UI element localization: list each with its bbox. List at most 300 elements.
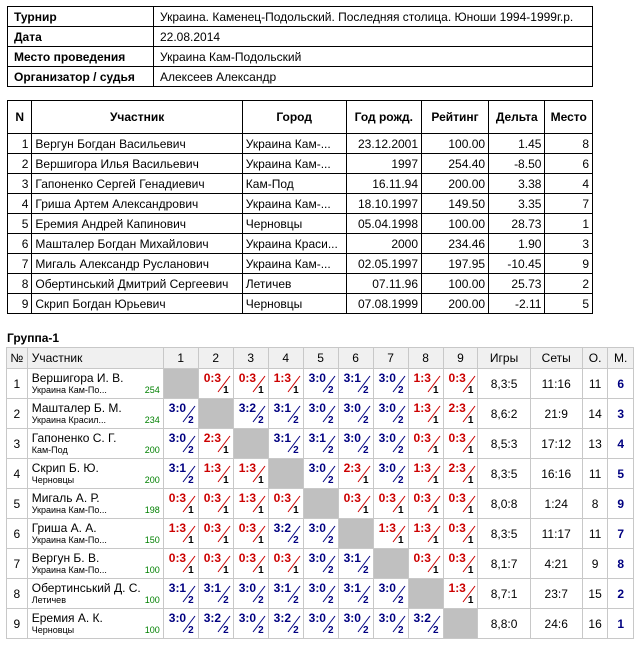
match-cell <box>199 609 233 638</box>
match-score: 3:1 <box>308 431 326 445</box>
match-cell <box>339 369 373 398</box>
row-number: 8 <box>7 579 28 609</box>
match-result[interactable] <box>233 609 268 639</box>
participant-cell: 100.00 <box>422 214 489 234</box>
info-value: Алексеев Александр <box>154 67 593 87</box>
match-result[interactable] <box>198 609 233 639</box>
final-place: 1 <box>608 609 634 639</box>
match-result[interactable] <box>268 579 303 609</box>
match-result[interactable] <box>268 549 303 579</box>
match-cell <box>339 489 373 518</box>
match-cell <box>234 459 268 488</box>
participant-rating: 150 <box>144 534 160 545</box>
match-points: 2 <box>328 475 334 486</box>
match-points: 1 <box>188 505 194 516</box>
match-result[interactable] <box>408 489 443 519</box>
match-cell <box>339 459 373 488</box>
match-cell <box>199 489 233 518</box>
match-score: 0:3 <box>448 551 466 565</box>
column-header: N <box>8 101 32 134</box>
match-cell <box>339 429 373 458</box>
match-cell <box>374 609 408 638</box>
self-cell <box>303 489 338 519</box>
match-score: 1:3 <box>413 521 431 535</box>
match-points: 2 <box>397 445 404 456</box>
header-opponent: 7 <box>373 348 408 369</box>
row-number: 7 <box>7 549 28 579</box>
header-opponent: 1 <box>163 348 198 369</box>
match-result[interactable] <box>233 399 268 429</box>
match-score: 3:0 <box>343 401 361 415</box>
points-total: 8 <box>582 489 608 519</box>
participant-cell: Мигаль Александр Русланович <box>32 254 242 274</box>
participant-cell: 7 <box>8 254 32 274</box>
match-points: 2 <box>397 595 404 606</box>
match-score: 0:3 <box>378 491 396 505</box>
column-header: Дельта <box>489 101 545 134</box>
match-score: 0:3 <box>273 551 292 565</box>
group-row <box>7 459 634 489</box>
match-cell <box>374 459 408 488</box>
points-total: 16 <box>582 609 608 639</box>
match-score: 2:3 <box>448 461 466 475</box>
participant-cell: 1997 <box>346 154 422 174</box>
match-cell <box>269 519 303 548</box>
match-points: 2 <box>363 625 369 636</box>
match-cell <box>444 429 478 458</box>
participant-cell: Кам-Под <box>242 174 346 194</box>
match-points: 1 <box>432 445 439 456</box>
match-cell <box>444 369 478 398</box>
match-result[interactable] <box>268 369 303 399</box>
participant-cell <box>27 489 163 519</box>
match-result[interactable] <box>303 519 338 549</box>
match-points: 1 <box>223 475 229 486</box>
match-result[interactable] <box>303 459 338 489</box>
match-result[interactable] <box>233 459 268 489</box>
match-points: 2 <box>397 625 404 636</box>
match-result[interactable] <box>443 369 478 399</box>
info-key: Дата <box>8 27 154 47</box>
games-total: 8,7:1 <box>478 579 530 609</box>
match-result[interactable] <box>408 609 443 639</box>
participant-name: Вергун Б. В. <box>31 550 100 565</box>
match-result[interactable] <box>233 519 268 549</box>
match-cell <box>444 579 478 608</box>
participant-cell: 6 <box>545 154 593 174</box>
match-points: 1 <box>432 535 439 546</box>
match-result[interactable] <box>303 549 338 579</box>
participant-cell: Украина Кам-... <box>242 154 346 174</box>
header-participant: Участник <box>27 348 163 369</box>
match-result[interactable] <box>198 459 233 489</box>
match-result[interactable] <box>443 399 478 429</box>
match-result[interactable] <box>233 579 268 609</box>
match-result[interactable] <box>408 369 443 399</box>
match-result[interactable] <box>198 549 233 579</box>
match-result[interactable] <box>303 369 338 399</box>
participant-cell: 3 <box>8 174 32 194</box>
match-cell <box>409 429 443 458</box>
final-place: 7 <box>608 519 634 549</box>
match-result[interactable] <box>338 579 373 609</box>
match-score: 3:0 <box>343 611 361 625</box>
self-cell <box>443 609 478 639</box>
match-result[interactable] <box>373 609 408 639</box>
match-score: 3:0 <box>378 461 396 475</box>
match-score: 3:1 <box>343 581 361 595</box>
participant-name: Гапоненко С. Г. <box>31 430 117 445</box>
participant-cell: -10.45 <box>489 254 545 274</box>
participant-city: Украина Красил... 234 <box>31 414 160 425</box>
match-points: 2 <box>293 595 299 606</box>
sets-total: 23:7 <box>530 579 582 609</box>
match-cell <box>164 429 198 458</box>
participant-cell: 197.95 <box>422 254 489 274</box>
match-points: 1 <box>397 535 404 546</box>
match-cell <box>374 579 408 608</box>
match-cell <box>234 519 268 548</box>
match-result[interactable] <box>373 429 408 459</box>
match-cell <box>374 519 408 548</box>
match-cell <box>164 519 198 548</box>
sets-total: 16:16 <box>530 459 582 489</box>
match-cell <box>199 519 233 548</box>
info-key: Место проведения <box>8 47 154 67</box>
participant-rating: 200 <box>144 474 160 485</box>
match-result[interactable] <box>163 549 198 579</box>
match-points: 2 <box>328 385 334 396</box>
match-result[interactable] <box>443 459 478 489</box>
final-place: 9 <box>608 489 634 519</box>
match-cell <box>409 399 443 428</box>
self-cell <box>408 579 443 609</box>
match-result[interactable] <box>198 429 233 459</box>
match-cell <box>374 429 408 458</box>
match-cell <box>409 369 443 398</box>
group-row <box>7 549 634 579</box>
match-score: 1:3 <box>273 371 292 385</box>
match-points: 1 <box>467 475 474 486</box>
self-cell <box>373 549 408 579</box>
participant-cell: 3.35 <box>489 194 545 214</box>
match-score: 1:3 <box>238 491 257 505</box>
games-total: 8,6:2 <box>478 399 530 429</box>
match-cell <box>234 399 268 428</box>
match-score: 0:3 <box>168 551 187 565</box>
participant-cell: 25.73 <box>489 274 545 294</box>
match-result[interactable] <box>233 549 268 579</box>
column-header: Год рожд. <box>346 101 422 134</box>
match-cell <box>304 459 338 488</box>
match-points: 1 <box>467 565 474 576</box>
participant-city: Черновцы 100 <box>31 624 160 635</box>
match-cell <box>199 459 233 488</box>
match-score: 3:1 <box>168 461 187 475</box>
match-cell <box>444 399 478 428</box>
match-score: 0:3 <box>413 551 431 565</box>
participant-rating: 100 <box>144 624 160 635</box>
match-score: 0:3 <box>203 491 222 505</box>
participant-row <box>8 254 593 274</box>
sets-total: 1:24 <box>530 489 582 519</box>
match-score: 0:3 <box>238 371 257 385</box>
info-row <box>8 47 593 67</box>
sets-total: 24:6 <box>530 609 582 639</box>
match-result[interactable] <box>408 429 443 459</box>
match-result[interactable] <box>163 489 198 519</box>
match-cell <box>199 549 233 578</box>
match-result[interactable] <box>198 519 233 549</box>
match-result[interactable] <box>233 489 268 519</box>
match-result[interactable] <box>443 489 478 519</box>
participant-row <box>8 154 593 174</box>
match-cell <box>409 549 443 578</box>
match-result[interactable] <box>338 369 373 399</box>
match-points: 1 <box>293 385 299 396</box>
match-points: 2 <box>293 625 299 636</box>
column-header: Место <box>545 101 593 134</box>
match-result[interactable] <box>303 429 338 459</box>
match-result[interactable] <box>373 369 408 399</box>
match-points: 1 <box>363 475 369 486</box>
match-points: 1 <box>467 415 474 426</box>
match-cell <box>374 369 408 398</box>
participant-cell: 05.04.1998 <box>346 214 422 234</box>
tournament-info-table <box>7 6 593 87</box>
match-result[interactable] <box>163 579 198 609</box>
participant-cell: Черновцы <box>242 214 346 234</box>
match-result[interactable] <box>408 459 443 489</box>
match-result[interactable] <box>303 609 338 639</box>
self-cell <box>233 429 268 459</box>
participant-city: Черновцы 200 <box>31 474 160 485</box>
participant-cell: 2 <box>8 154 32 174</box>
column-header: Рейтинг <box>422 101 489 134</box>
group-row <box>7 489 634 519</box>
participant-cell: 100.00 <box>422 274 489 294</box>
match-score: 3:0 <box>308 551 326 565</box>
info-row <box>8 67 593 87</box>
match-result[interactable] <box>163 429 198 459</box>
match-cell <box>269 549 303 578</box>
games-total: 8,5:3 <box>478 429 530 459</box>
match-result[interactable] <box>163 459 198 489</box>
match-result[interactable] <box>268 609 303 639</box>
match-points: 1 <box>188 565 194 576</box>
match-score: 0:3 <box>448 491 466 505</box>
match-cell <box>304 579 338 608</box>
participant-cell: -2.11 <box>489 294 545 314</box>
match-result[interactable] <box>338 459 373 489</box>
match-cell <box>269 399 303 428</box>
header-sets: Сеты <box>530 348 582 369</box>
match-result[interactable] <box>443 549 478 579</box>
participant-row <box>8 294 593 314</box>
info-key: Турнир <box>8 7 154 27</box>
participant-cell: Черновцы <box>242 294 346 314</box>
match-cell <box>269 429 303 458</box>
points-total: 15 <box>582 579 608 609</box>
match-result[interactable] <box>338 399 373 429</box>
participant-cell <box>27 549 163 579</box>
match-score: 3:1 <box>273 581 292 595</box>
sets-total: 11:17 <box>530 519 582 549</box>
match-points: 2 <box>363 565 369 576</box>
match-result[interactable] <box>373 399 408 429</box>
row-number: 4 <box>7 459 28 489</box>
participant-cell: Гапоненко Сергей Генадиевич <box>32 174 242 194</box>
match-score: 3:1 <box>273 401 292 415</box>
match-result[interactable] <box>303 579 338 609</box>
match-result[interactable] <box>338 489 373 519</box>
match-score: 3:2 <box>413 611 431 625</box>
participant-cell <box>27 459 163 489</box>
header-opponent: 6 <box>338 348 373 369</box>
match-result[interactable] <box>198 369 233 399</box>
participant-cell: 149.50 <box>422 194 489 214</box>
header-opponent: 8 <box>408 348 443 369</box>
participant-cell: Гриша Артем Александрович <box>32 194 242 214</box>
participant-rating: 254 <box>144 384 160 395</box>
final-place: 6 <box>608 369 634 399</box>
match-score: 0:3 <box>238 551 257 565</box>
points-total: 11 <box>582 519 608 549</box>
info-key: Организатор / судья <box>8 67 154 87</box>
participant-cell: 16.11.94 <box>346 174 422 194</box>
match-points: 2 <box>293 415 299 426</box>
match-result[interactable] <box>408 549 443 579</box>
match-cell <box>164 459 198 488</box>
match-score: 3:0 <box>308 611 326 625</box>
match-points: 1 <box>467 505 474 516</box>
row-number: 2 <box>7 399 28 429</box>
participant-name: Вершигора И. В. <box>31 370 124 385</box>
participant-cell: Вершигора Илья Васильевич <box>32 154 242 174</box>
match-result[interactable] <box>338 609 373 639</box>
participant-cell <box>27 369 163 399</box>
match-result[interactable] <box>198 489 233 519</box>
participant-rating: 198 <box>144 504 160 515</box>
match-result[interactable] <box>268 429 303 459</box>
match-score: 3:1 <box>343 551 361 565</box>
match-points: 2 <box>223 595 229 606</box>
match-points: 1 <box>467 595 474 606</box>
participant-cell: 4 <box>545 174 593 194</box>
match-result[interactable] <box>268 399 303 429</box>
participant-rating: 234 <box>144 414 160 425</box>
match-result[interactable] <box>268 519 303 549</box>
match-result[interactable] <box>338 429 373 459</box>
info-value: 22.08.2014 <box>154 27 593 47</box>
match-result[interactable] <box>373 489 408 519</box>
match-points: 1 <box>223 385 229 396</box>
match-result[interactable] <box>198 579 233 609</box>
match-result[interactable] <box>408 519 443 549</box>
match-points: 2 <box>188 415 194 426</box>
match-score: 3:2 <box>273 611 292 625</box>
participants-table <box>7 100 593 314</box>
participant-cell: Скрип Богдан Юрьевич <box>32 294 242 314</box>
final-place: 8 <box>608 549 634 579</box>
match-cell <box>339 549 373 578</box>
match-score: 3:0 <box>378 611 396 625</box>
match-score: 3:1 <box>168 581 187 595</box>
match-points: 2 <box>397 475 404 486</box>
match-score: 1:3 <box>448 581 466 595</box>
participant-cell: Летичев <box>242 274 346 294</box>
participant-cell: Украина Кам-... <box>242 194 346 214</box>
match-result[interactable] <box>163 609 198 639</box>
match-result[interactable] <box>443 429 478 459</box>
header-opponent: 3 <box>233 348 268 369</box>
match-cell <box>304 399 338 428</box>
match-points: 1 <box>223 505 229 516</box>
participant-name: Машталер Б. М. <box>31 400 122 415</box>
match-score: 0:3 <box>413 431 431 445</box>
participant-cell: Вергун Богдан Васильевич <box>32 134 242 154</box>
group-row <box>7 369 634 399</box>
match-result[interactable] <box>408 399 443 429</box>
match-score: 3:0 <box>168 611 187 625</box>
row-number: 3 <box>7 429 28 459</box>
row-number: 6 <box>7 519 28 549</box>
match-result[interactable] <box>163 519 198 549</box>
match-result[interactable] <box>443 579 478 609</box>
participant-cell: Еремия Андрей Капинович <box>32 214 242 234</box>
match-result[interactable] <box>233 369 268 399</box>
match-points: 2 <box>188 445 194 456</box>
participant-city: Украина Кам-По... 150 <box>31 534 160 545</box>
match-points: 2 <box>188 595 194 606</box>
participant-cell: 8 <box>8 274 32 294</box>
match-score: 3:0 <box>308 371 326 385</box>
match-result[interactable] <box>163 399 198 429</box>
participant-cell: 1.90 <box>489 234 545 254</box>
games-total: 8,0:8 <box>478 489 530 519</box>
games-total: 8,1:7 <box>478 549 530 579</box>
participant-cell: 1.45 <box>489 134 545 154</box>
participant-row <box>8 214 593 234</box>
match-score: 0:3 <box>448 371 466 385</box>
match-result[interactable] <box>268 489 303 519</box>
match-result[interactable] <box>303 399 338 429</box>
match-cell <box>164 549 198 578</box>
match-result[interactable] <box>338 549 373 579</box>
column-header: Город <box>242 101 346 134</box>
match-points: 1 <box>432 505 439 516</box>
header-opponent: 9 <box>443 348 478 369</box>
match-points: 2 <box>363 595 369 606</box>
match-result[interactable] <box>373 579 408 609</box>
group-row <box>7 429 634 459</box>
match-points: 1 <box>467 385 474 396</box>
match-cell <box>234 549 268 578</box>
participant-cell: 1 <box>8 134 32 154</box>
match-result[interactable] <box>443 519 478 549</box>
match-points: 2 <box>397 385 404 396</box>
match-score: 0:3 <box>203 551 222 565</box>
match-result[interactable] <box>373 519 408 549</box>
match-score: 3:2 <box>238 401 257 415</box>
match-score: 0:3 <box>168 491 187 505</box>
match-score: 0:3 <box>238 521 257 535</box>
participant-cell: 07.11.96 <box>346 274 422 294</box>
match-points: 2 <box>328 595 334 606</box>
match-points: 2 <box>432 625 439 636</box>
match-cell <box>164 609 198 638</box>
match-result[interactable] <box>373 459 408 489</box>
